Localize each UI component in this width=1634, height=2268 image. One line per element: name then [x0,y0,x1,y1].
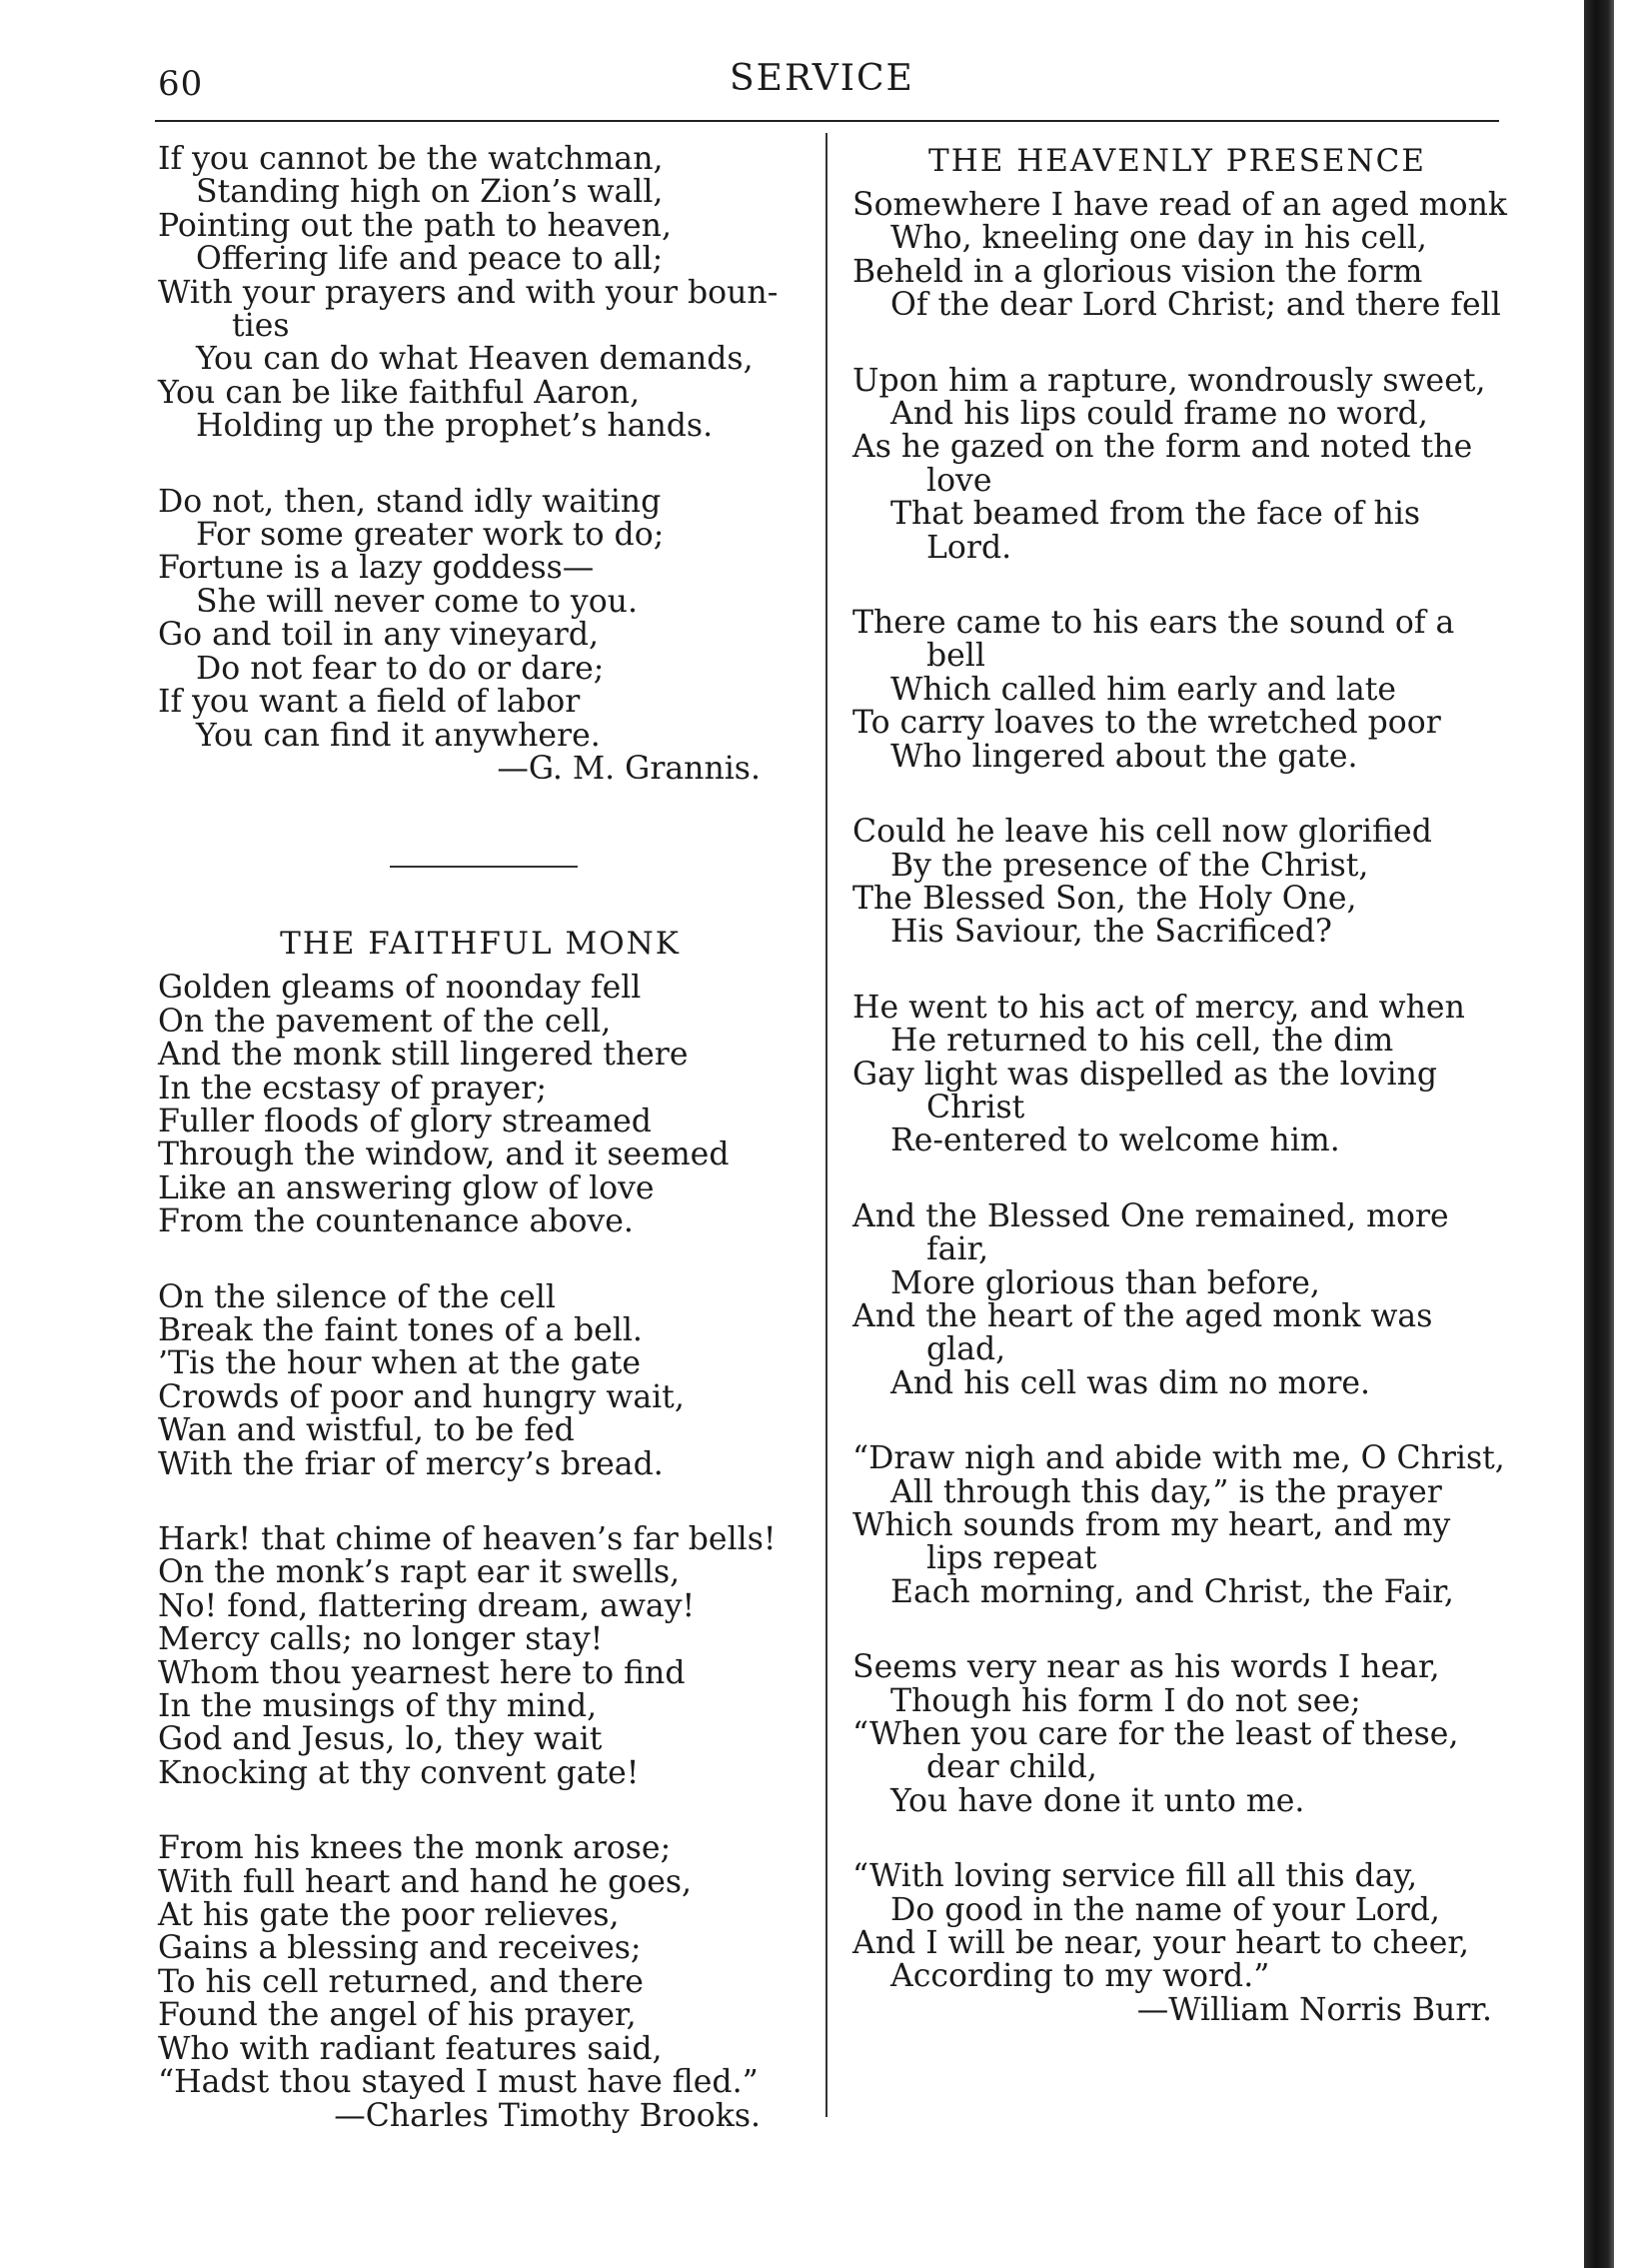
stanza [852,607,1502,774]
poem-line: He went to his act of mercy, and when [852,989,1465,1026]
poem-line: Who with radiant features said, [158,2030,663,2067]
page-number: 60 [158,64,204,104]
poem-line: She will never come to you. [196,583,638,620]
poem-line: Do not fear to do or dare; [196,650,605,687]
poem-line: If you want a field of labor [158,684,581,721]
poem-line: At his gate the poor relieves, [158,1897,620,1934]
poem-line: “Hadst thou stayed I must have fled.” [158,2064,759,2101]
poem-line: That beamed from the face of his [890,496,1421,533]
poem-attribution: —Charles Timothy Brooks. [334,2097,761,2134]
poem-line: Offering life and peace to all; [196,241,664,278]
poem-line: Fortune is a lazy goddess— [158,550,595,587]
poem-watchman [158,143,803,786]
poem-line: By the presence of the Christ, [890,847,1369,884]
poem-line: To his cell returned, and there [158,1963,644,2000]
poem-line: God and Jesus, lo, they wait [158,1721,603,1758]
poem-line: In the ecstasy of prayer; [158,1070,547,1107]
poem-line: There came to his ears the sound of a [852,605,1455,642]
header-rule [155,120,1499,122]
poem-line: On the monk’s rapt ear it swells, [158,1554,681,1591]
left-column [158,143,803,2133]
poem-line: Do not, then, stand idly waiting [158,483,662,520]
poem-heavenly-presence [852,187,1507,2028]
stanza [852,1440,1505,1610]
stanza [158,1832,803,2099]
poem-line: In the musings of thy mind, [158,1688,598,1725]
poem-line: Wan and wistful, to be fed [158,1412,575,1449]
stanza [852,1860,1502,1994]
poem-attribution: —William Norris Burr. [1136,1991,1492,2028]
poem-line: Crowds of poor and hungry wait, [158,1378,685,1415]
poem-title-faithful-monk: THE FAITHFUL MONK [280,926,681,963]
poem-line: With your prayers and with your boun- [158,274,779,311]
poem-line: Upon him a rapture, wondrously sweet, [852,362,1486,399]
poem-line: Though his form I do not see; [890,1682,1361,1719]
poem-line: All through this day,” is the prayer [890,1473,1442,1510]
poem-line: Who, kneeling one day in his cell, [890,220,1427,257]
poem-line: The Blessed Son, the Holy One, [852,880,1357,917]
poem-line: He returned to his cell, the dim [890,1023,1394,1060]
poem-line: No! fond, flattering dream, away! [158,1587,696,1624]
poem-line: You have done it unto me. [890,1782,1305,1819]
poem-line: Knocking at thy convent gate! [158,1754,640,1791]
poem-line: “With loving service fill all this day, [852,1858,1418,1895]
poem-line: Mercy calls; no longer stay! [158,1621,604,1658]
poem-line: And his cell was dim no more. [890,1364,1371,1401]
stanza [158,143,803,444]
poem-line: Could he leave his cell now glorified [852,814,1432,851]
poem-line: Who lingered about the gate. [890,738,1358,775]
poem-line: More glorious than before, [890,1264,1320,1301]
poem-line: You can do what Heaven demands, [196,341,754,378]
poem-line: And the monk still lingered there [158,1037,689,1074]
poem-line: For some greater work to do; [196,517,665,554]
poem-faithful-monk [158,972,803,2133]
poem-line: Lord. [926,529,1012,566]
stanza [158,483,803,754]
poem-line: Which called him early and late [890,671,1397,708]
poem-line: Found the angel of his prayer, [158,1997,637,2034]
poem-line: Somewhere I have read of an aged monk [852,187,1507,223]
poem-line: And the heart of the aged monk was [852,1297,1433,1334]
poem-line: Standing high on Zion’s wall, [196,174,664,211]
stanza [852,362,1502,566]
poem-line: From the countenance above. [158,1203,634,1240]
poem-line: From his knees the monk arose; [158,1830,672,1867]
poem-line: fair, [926,1231,989,1268]
stanza [158,972,803,1238]
poem-line: Go and toil in any vineyard, [158,617,600,654]
poem-line: glad, [926,1331,1006,1368]
poem-line: With full heart and hand he goes, [158,1863,693,1900]
poem-line: His Saviour, the Sacrificed? [890,914,1332,951]
poem-line: Like an answering glow of love [158,1169,655,1206]
poem-line: Re-entered to welcome him. [890,1123,1340,1159]
stanza [852,989,1502,1159]
poem-line: ties [232,308,290,345]
poem-line: Seems very near as his words I hear, [852,1649,1440,1686]
poem-line: Pointing out the path to heaven, [158,207,672,244]
poem-line: Gains a blessing and receives; [158,1930,642,1967]
section-divider [390,866,578,868]
poem-line: Fuller floods of glory streamed [158,1103,652,1139]
poem-line: Gay light was dispelled as the loving [852,1056,1438,1093]
poem-line: dear child, [926,1749,1097,1786]
poem-line: Each morning, and Christ, the Fair, [890,1573,1454,1610]
poem-line: “Draw nigh and abide with me, O Christ, [852,1440,1505,1477]
stanza [852,1197,1502,1401]
poem-line: According to my word.” [890,1958,1270,1995]
poem-line: Break the faint tones of a bell. [158,1311,643,1348]
poem-line: And I will be near, your heart to cheer, [852,1925,1470,1962]
poem-line: Do good in the name of your Lord, [890,1891,1440,1928]
poem-line: love [926,462,992,499]
stanza [852,1651,1502,1818]
poem-line: On the silence of the cell [158,1278,556,1315]
poem-line: If you cannot be the watchman, [158,141,664,177]
poem-line: “When you care for the least of these, [852,1716,1459,1753]
poem-line: On the pavement of the cell, [158,1003,612,1040]
poem-line: Whom thou yearnest here to find [158,1654,686,1691]
poem-line: Holding up the prophet’s hands. [196,408,714,445]
poem-line: You can find it anywhere. [196,717,601,754]
poem-line: And his lips could frame no word, [890,396,1428,433]
poem-line: With the friar of mercy’s bread. [158,1445,664,1482]
poem-line: lips repeat [926,1540,1097,1577]
stanza [852,187,1507,324]
poem-line: Which sounds from my heart, and my [852,1507,1451,1543]
poem-line: Golden gleams of noonday fell [158,970,642,1007]
poem-line: Hark! that chime of heaven’s far bells! [158,1521,777,1557]
page-edge-shadow [1584,0,1614,2268]
poem-line: bell [926,638,985,675]
poem-line: Christ [926,1089,1025,1126]
poem-attribution: —G. M. Grannis. [497,750,761,787]
poem-line: Beheld in a glorious vision the form [852,253,1423,290]
poem-line: Of the dear Lord Christ; and there fell [890,287,1501,324]
poem-line: As he gazed on the form and noted the [852,429,1473,466]
running-head: SERVICE [730,58,914,99]
right-column [852,143,1507,2028]
stanza [852,816,1502,950]
poem-line: To carry loaves to the wretched poor [852,705,1441,742]
poem-title-heavenly-presence: THE HEAVENLY PRESENCE [928,143,1426,179]
column-divider [825,133,827,2117]
poem-line: And the Blessed One remained, more [852,1197,1449,1234]
poem-line: ’Tis the hour when at the gate [158,1345,641,1382]
stanza [158,1278,803,1482]
poem-line: Through the window, and it seemed [158,1136,730,1173]
stanza [158,1523,803,1790]
poem-line: You can be like faithful Aaron, [158,374,641,411]
